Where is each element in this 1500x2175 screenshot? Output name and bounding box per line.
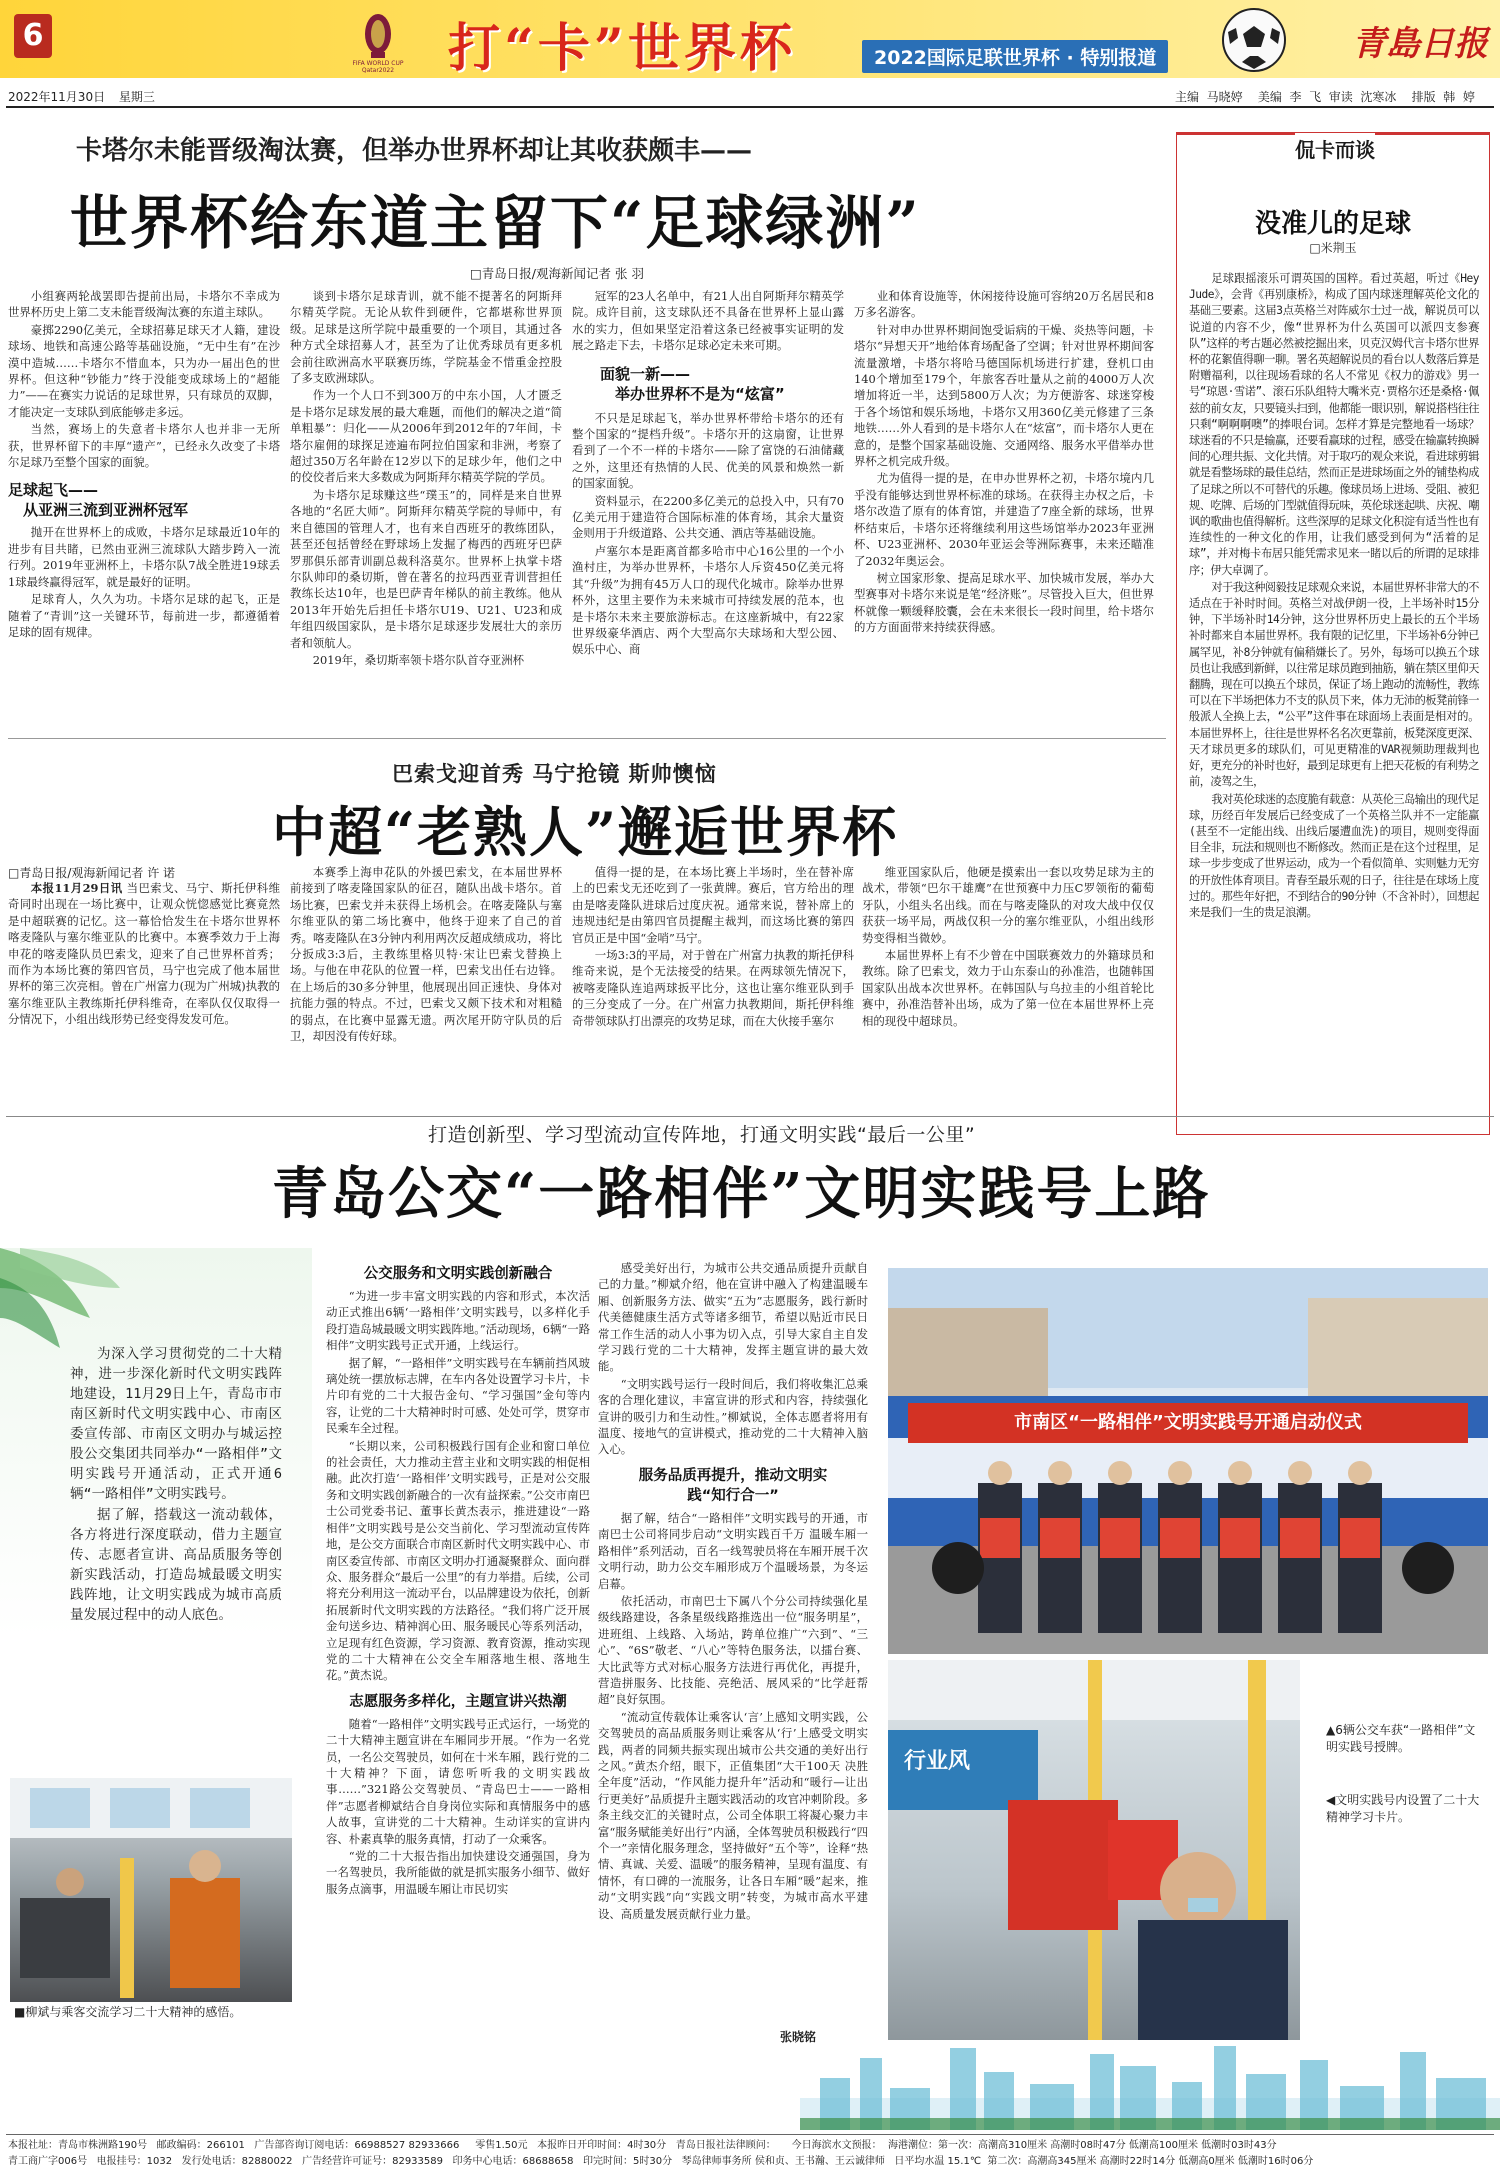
- article2-paragraph: 一场3:3的平局，对于曾在广州富力执教的斯托伊科维奇来说，是个无法接受的结果。在两球领先情况下，被喀麦隆队连追两球扳平比分，这也让塞尔维亚队到手的三分变成了一分。在广州富力执教期间，斯托伊科维奇带领球队打出漂亮的攻势足球，而在大伙接手塞尔: [572, 948, 854, 1028]
- photo-study-card: [888, 1660, 1300, 2040]
- article2-column-4: [862, 864, 1154, 1070]
- footer-item: 日平均水温 15.1℃: [894, 2156, 982, 2167]
- photo-bus-interior-left: [10, 1778, 292, 2002]
- article1-paragraph: 足球育人，久久为功。卡塔尔足球的起飞，正是随着了“青训”这一关键环节，每前进一步，都遵循着足球的固有规律。: [8, 592, 280, 639]
- article1-paragraph: 卢塞尔本是距离首都多哈市中心16公里的一个小渔村庄，为举办世界杯，卡塔尔人斥资450亿美元将其“升级”为拥有45万人口的现代化城市。除举办世界杯外，这里主要作为未来城市可持续发展的范本，也是卡塔尔未来主要旅游标志。在这座新城中，有22家世界级豪华酒店、两个大型高尔夫球场和大型公园、娱乐中心、商: [572, 543, 844, 657]
- article2-kicker: 巴索戈迎首秀 马宁抢镜 斯帅懊恼: [392, 762, 717, 786]
- footer-line-2: [8, 2154, 1496, 2170]
- section-subtitle: 2022国际足联世界杯 · 特别报道: [862, 40, 1168, 73]
- article2-paragraph: 维亚国家队后，他硬是摸索出一套以攻势足球为主的战术，带领“巴尔干雄鹰”在世预赛中力压C罗领衔的葡萄牙队，小组头名出线。而在与喀麦隆队的对攻大战中仅仅获获一场平局，两战仅积一分的塞尔维亚队，小组出线形势变得相当微妙。: [862, 865, 1154, 945]
- footer-item: 广告部咨询订阅电话：66988527 82933666: [254, 2140, 460, 2151]
- commentary-title: 没准儿的足球: [1254, 209, 1411, 239]
- article2-paragraph: 本届世界杯上有不少曾在中国联赛效力的外籍球员和教练。除了巴索戈，效力于山东泰山的孙准浩，也随韩国国家队出战本次世界杯。在韩国队与乌拉圭的小组首轮比赛中，孙准浩替补出场，成为了第一位在本届世界杯上亮相的现役中超球员。: [862, 948, 1154, 1028]
- commentary-author: □米荆玉: [1309, 241, 1357, 255]
- commentary-paragraph: 我对英伦球迷的态度脆有载意：从英伦三岛输出的现代足球，历经百年发展后已经变成了一个英格兰队并不一定能赢(甚至不一定能出线、出线后屡遭血洗)的项目，规则变得面目全非，玩法和规则也不断修改。然而正是在这个过程里，足球一步步变成了世界运动，成为一个看似简单、实则魅力无穷的开放性体育项目。青春至最乐观的日子，往往是在球场上度过的。那些年好把，不到结合的90分钟（不含补时），回想起来是我们一生的贵足浪潮。: [1189, 792, 1479, 919]
- article3-subhead: 服务品质再提升，推动文明实践“知行合一”: [638, 1467, 828, 1504]
- article1-byline: □青岛日报/观海新闻记者 张 羽: [470, 266, 644, 281]
- article1-subhead-line2: 从亚洲三流到亚洲杯冠军: [23, 501, 189, 520]
- commentary-box: [1176, 132, 1490, 1135]
- date-bar: [8, 88, 155, 105]
- photo-bus-ceremony: [888, 1268, 1488, 1654]
- article1-paragraph: 冠军的23人名单中，有21人出自阿斯拜尔精英学院。成许目前，这支球队还不具备在世界杯上显山露水的实力，但如果坚定沿着这条已经被事实证明的发展之路走下去，卡塔尔足球必定未来可期。: [572, 289, 844, 353]
- article1-subhead: [600, 364, 844, 404]
- footer-item: 发行处电话：82880022: [181, 2156, 293, 2167]
- article2-lead: 本报11月29日讯: [30, 881, 123, 895]
- article3-subhead: 志愿服务多样化，主题宣讲兴热潮: [349, 1693, 567, 1710]
- soccer-ball-icon: [1220, 6, 1288, 74]
- world-cup-logo-text: FIFA WORLD CUP Qatar2022: [352, 60, 404, 74]
- article1-column-1: [8, 288, 280, 728]
- world-cup-logo: [345, 6, 411, 72]
- commentary-paragraph: 对于我这种阅毅技足球观众来说，本届世界杯非常大的不适点在于补时时间。英格兰对战伊朗一役，上半场补时15分钟，下半场补时14分钟，这分世界杯历史上最长的五个半场补时都来自本届世界杯。我有限的记忆里，下半场补6分钟已属罕见，补8分钟就有偏稍嫌长了。另外，每场可以换五个球员也让我感到新鲜，以往常足球员跑到抽筋，躺在禁区里仰天翻腾，现在可以换五个球员，保证了场上跑动的流畅性，教练可以在下半场把体力不支的队员下来，体力无沛的板凳前锋一般派人全换上去，“公平”这件事在球面场上表面是相对的。本届世界杯上，往往是世界杯名名次更靠前，板凳深度更深、天才球员更多的球队们，可见更精准的VAR视频助理裁判也好，更充分的补时也好，最到足球更有上把天花板的有利势之前，凌驾之生，: [1189, 580, 1479, 789]
- article3-paragraph: 据了解，结合“一路相伴”文明实践号的开通，市南巴士公司将同步启动“文明实践百千万 温暖车厢一路相伴”系列活动，百名一线驾驶员将在车厢开展千次文明行动，助力公交车厢形成万个温暖场景，为冬运启幕。: [598, 1510, 868, 1591]
- article2-column-2: [290, 864, 562, 1070]
- article1-paragraph: 树立国家形象、提高足球水平、加快城市发展，举办大型赛事对卡塔尔来说是笔“经济账”。尽管投入巨大，但世界杯就像一颗缓释胶囊，会在未来很长一段时间里，给卡塔尔的方方面面带来持续获得感。: [854, 570, 1154, 635]
- article3-column-B: [598, 1260, 868, 2020]
- article1-paragraph: 豪掷2290亿美元，全球招募足球天才人籍，建设球场、地铁和高速公路等基础设施，“无中生有”在沙漠中造城……卡塔尔不惜血本，只为办一届出色的世界杯。但这种“钞能力”终于没能变成球场上的“超能力”——在赛实力说话的足球世界，只有球员的双脚，才能决定一支球队到底能够走多远。: [8, 322, 280, 419]
- footer-item: 本报社址：青岛市株洲路190号: [8, 2140, 148, 2151]
- article3-kicker: 打造创新型、学习型流动宣传阵地，打通文明实践“最后一公里”: [428, 1124, 976, 1146]
- article1-subhead: [8, 480, 280, 520]
- footer-item: 本报昨日开印时间：4时30分: [537, 2140, 667, 2151]
- article1-paragraph: 为卡塔尔足球赚这些“璞玉”的，同样是来自世界各地的“名匠大师”。阿斯拜尔精英学院的导师中，有来自德国的管理人才，也有来自西班牙的教练团队，甚至还包括曾经在野球场上发掘了梅西的西班牙巴萨罗那俱乐部青训副总裁科洛莫尔。世界杯上执掌卡塔尔队帅印的桑切斯，曾在著名的拉玛西亚青训营担任教练长达10年，也是巴萨青年梯队的前主教练。他从2013年开始先后担任卡塔尔U19、U21、U23和成年组四级国家队，是卡塔尔足球逐步发展壮大的亲历者和领航人。: [290, 487, 562, 650]
- leaf-decoration: [0, 1248, 130, 1348]
- newspaper-logo: 青島日报: [1352, 24, 1488, 64]
- article1-paragraph: 作为一个人口不到300万的中东小国，人才匮乏是卡塔尔足球发展的最大难题，而他们的解决之道“简单粗暴”：归化——从2006年到2012年的7年间，卡塔尔雇佣的球探足迹遍布阿拉伯国家和非洲，考察了超过350万名年龄在12岁以下的足球少年，他们之中的佼佼者后来大多数成为阿斯拜尔精英学院的学员。: [290, 388, 562, 485]
- city-skyline-decoration: [800, 2038, 1500, 2130]
- commentary-column-name-text: 侃卡而谈: [1295, 138, 1375, 162]
- issue-date: 2022年11月30日: [8, 90, 106, 104]
- footer-rule: [6, 2134, 1494, 2135]
- article3-paragraph: “为进一步丰富文明实践的内容和形式，本次活动正式推出6辆‘一路相伴’文明实践号，以多样化手段打造岛城最暖文明实践阵地。”活动现场，6辆“一路相伴”文明实践号正式开通，上线运行。: [326, 1289, 590, 1353]
- article1-paragraph: 抛开在世界杯上的成败，卡塔尔足球最近10年的进步有目共睹，已然由亚洲三流球队大踏步跨入一流行列。2019年亚洲杯上，卡塔尔队7战全胜进19球丢1球最终赢得冠军，就是最好的证明。: [8, 525, 280, 589]
- issue-weekday: 星期三: [118, 90, 155, 104]
- footer-item: 海港潮位：第一次：高潮高310厘米 高潮时08时47分 低潮高100厘米 低潮时03时43分: [887, 2140, 1277, 2151]
- card-text: 行业风: [904, 1749, 971, 1774]
- article3-intro-paragraph: 为深入学习贯彻党的二十大精神，进一步深化新时代文明实践阵地建设，11月29日上午，青岛市市南区新时代文明实践中心、市南区委宣传部、市南区文明办与城运控股公交集团共同举办“一路相伴”文明实践号开通活动，正式开通6辆“一路相伴”文明实践号。: [70, 1346, 282, 1502]
- article3-paragraph: 随着“一路相伴”文明实践号正式运行，一场党的二十大精神主题宣讲在车厢同步开展。“作为一名党员，一名公交驾驶员，如何在十米车厢，践行党的二十大精神？下面，请您听听我的文明实践故事……”321路公交驾驶员、“青岛巴士——一路相伴”志愿者柳斌结合自身岗位实际和真情服务中的感人故事，宣讲党的二十大精神。生动详实的宣讲内容、朴素真挚的服务真情，打动了一众乘客。: [326, 1716, 590, 1846]
- footer-item: 今日海滨水文预报：: [791, 2140, 882, 2151]
- article3-paragraph: “长期以来，公司积极践行国有企业和窗口单位的社会责任，大力推动主营主业和文明实践的相促相融。此次打造‘一路相伴’文明实践号，正是对公交服务和文明实践创新融合的一次有益探索。”公交市南巴士公司党委书记、董事长黄杰表示，推进建设“一路相伴”文明实践号是公交当前化、学习型流动宣传阵地，是公交方面联合市南区新时代文明实践中心、市南区委宣传部、市南区文明办打通凝聚群众、面向群众、服务群众“最后一公里”的有力举措。后续，公司将充分利用这一流动平台，以品牌建设为依托，创新拓展新时代文明实践的方法路径。“我们将广泛开展金句送乡边、精神润心田、服务暖民心等系列活动，立足现有红色资源，学习资源、教育资源，推动实现党的二十大精神在公交全车厢落地生根、落地生花。”黄杰说。: [326, 1438, 590, 1683]
- article1-subhead-line2: 举办世界杯不是为“炫富”: [615, 384, 785, 403]
- article2-byline: □青岛日报/观海新闻记者 许 诺: [8, 866, 176, 880]
- article1-paragraph: 谈到卡塔尔足球青训，就不能不提著名的阿斯拜尔精英学院。无论从软件到硬件，它都堪称世界顶级。足球是这所学院中最重要的一个项目，其通过各种方式全球招募人才，甚至为了让优秀球员有更多机会前往欧洲高水平联赛历练，学院基金不惜重金控股了多支欧洲球队。: [290, 289, 562, 386]
- article2-paragraph: 本赛季上海申花队的外援巴索戈，在本届世界杯前接到了喀麦隆国家队的征召，随队出战卡塔尔。首场比赛，巴索戈并未获得上场机会。在喀麦隆队与塞尔维亚队的第二场比赛中，他终于迎来了自己的首秀。喀麦隆队在3分钟内利用两次反超成绩成功，将比分扳成3:3后，主教练里格贝特·宋让巴索戈替换上场。与他在申花队的位置一样，巴索戈出任右边锋。在上场后的30多分钟里，他展现出回正速快、身体对抗能力强的特点。不过，巴索戈又颇下技术和对粗糙的弱点，在比赛中显露无遗。两次尾开防守队员的后卫，却因没有传好球。: [290, 865, 562, 1044]
- commentary-paragraph: 足球跟摇滚乐可谓英国的国粹。看过英超，听过《Hey Jude》，会背《再别康桥》，构成了国内球迷理解英伦文化的基础三要素。这届3点英格兰对阵威尔士过一战，解说员可以说道的内容不少，像“世界杯为什么英国可以派四支参赛队”这样的考古题必然被挖掘出来，贝克汉姆代言卡塔尔世界杯的花絮值得聊一聊。署名英超解说员的看台以人数落后算是附赠福利，以往现场看球的名人不常见《权力的游戏》男一号“琼恩·雪诺”、滚石乐队组特大嘴米克·贾格尔还是桑格·佩兹的前女友，只要镜头扫到，他都能一眼识别，解说搭档往往只剩“啊啊啊噢”的捧哏台词。怎样才算是完整地看一场球？球迷看的不只是输赢，还要看赢球的过程，感受在输赢转换瞬间的心理共振、文化共情。对于取巧的观众来说，看进球剪辑就是看整场球的最佳总结，然而正是进球场面之外的铺垫构成了足球之所以不可替代的乐趣。像球员场上进场、受阻、被犯规、吃牌、后场的门型就值得玩味，英伦球迷起哄、庆祝、嘲讽的歌曲也值得解析。这些深厚的足球文化积淀有适当性也有连续性的一种文化的作用，让我们感受到何为“活着的足球”，并对梅卡布居只能凭需求见来一睹以后的所谓的足球排序；伊大卓调了。: [1189, 272, 1479, 577]
- footer-item: 零售1.50元: [475, 2140, 528, 2151]
- article1-paragraph: 小组赛两轮战罢即告提前出局，卡塔尔不幸成为世界杯历史上第二支未能晋级淘汰赛的东道主球队。: [8, 289, 280, 320]
- footer-item: 印务中心电话：68688658: [452, 2156, 574, 2167]
- section-title: 打“卡”世界杯: [448, 18, 796, 79]
- footer-item: 邮政编码：266101: [156, 2140, 245, 2151]
- footer-item: 电报挂号：1032: [96, 2156, 173, 2167]
- article2-top-rule: [8, 738, 1166, 739]
- article3-paragraph: “流动宣传载体让乘客认‘言’上感知文明实践，公交驾驶员的高品质服务则让乘客从‘行’上感受文明实践，两者的同频共振实现出城市公共交通的美好出行之风。”黄杰介绍，眼下，正值集团“大干100天 决胜全年度”活动，“作风能力提升年”活动和“暖行—让出行更美好”品质提升主题实践活动的攻官冲刺阶段。多条主线交汇的关键时点，公司全体职工将凝心聚力丰富“服务赋能美好出行”内涵，全体驾驶员积极践行“四个一”亲情化服务理念，坚持做好“五个等”，诠释“热情、真诚、关爱、温暖”的服务精神，呈现有温度、有情怀，有口碑的一流服务，让各日车厢“暖”起来，推动“文明实践”向“实践文明”转变，为城市高水平建设、高质量发展贡献行业力量。: [598, 1709, 868, 1921]
- footer-line-1: [8, 2138, 1496, 2154]
- article2-lead-text: 当巴索戈、马宁、斯托伊科维奇同时出现在一场比赛中，让观众恍惚感觉比赛竟然是中超联赛的记忆。这一幕恰恰发生在卡塔尔世界杯喀麦隆队与塞尔维亚队的比赛中。本赛季效力于上海申花的喀麦隆队员巴索戈，迎来了自己世界杯首秀；而作为本场比赛的第四官员，马宁也完成了他本届世界杯的第三次亮相。曾在广州富力(现为广州城)执教的塞尔维亚队主教练斯托伊科维奇，在率队仅仅取得一分情况下，小组出线形势已经变得发发可危。: [8, 881, 280, 1027]
- article1-paragraph: 尤为值得一提的是，在申办世界杯之初，卡塔尔境内几乎没有能够达到世界杯标准的球场。在获得主办权之后，卡塔尔改造了原有的体育馆，并建造了7座全新的球场，世界杯结束后，卡塔尔还将继续利用这些场馆举办2023年亚洲杯、U23亚洲杯、2030年亚运会等洲际赛事，未来还瞄准了2032年奥运会。: [854, 471, 1154, 568]
- footer-item: 印完时间：5时30分: [583, 2156, 673, 2167]
- footer-item: 第二次：高潮高345厘米 高潮时22时14分 低潮高0厘米 低潮时16时06分: [987, 2156, 1314, 2167]
- article1-paragraph: 不只是足球起飞，举办世界杯带给卡塔尔的还有整个国家的“提档升级”。卡塔尔开的这扇窗，让世界看到了一个不一样的卡塔尔——除了富饶的石油储藏之外，这里还有热情的人民、优美的风景和焕然一新的国家面貌。: [572, 410, 844, 491]
- photo-caption-right-1: ▲6辆公交车获“一路相伴”文明实践号授牌。: [1326, 1723, 1476, 1754]
- article3-paragraph: 感受美好出行，为城市公共交通品质提升贡献自己的力量。”柳斌介绍，他在宣讲中融入了构建温暖车厢、创新服务方法、做实“五为”志愿服务，践行新时代美德健康生活方式等诸多细节，希望以贴近市民日常工作生活的动人小事为切入点，引导大家自主自发学习践行党的二十大精神，发挥主题宣讲的最大效能。: [598, 1261, 868, 1374]
- article2-column-1: [8, 880, 280, 1070]
- article3-paragraph: “文明实践号运行一段时间后，我们将收集汇总乘客的合理化建议，丰富宣讲的形式和内容，持续强化宣讲的吸引力和生动性。”柳斌说，全体志愿者将用有温度、接地气的宣讲模式，推动党的二十大精神入脑入心。: [598, 1376, 868, 1457]
- article1-kicker: 卡塔尔未能晋级淘汰赛，但举办世界杯却让其收获颇丰——: [76, 136, 753, 166]
- footer-item: 青工商广字006号: [8, 2156, 88, 2167]
- photo-caption-right-2: ◀文明实践号内设置了二十大精神学习卡片。: [1326, 1793, 1480, 1824]
- article1-paragraph: 2019年，桑切斯率领卡塔尔队首夺亚洲杯: [312, 652, 525, 667]
- article3-intro: [70, 1344, 282, 1784]
- article2-headline: 中超“老熟人”邂逅世界杯: [272, 800, 899, 864]
- article3-headline: 青岛公交“一路相伴”文明实践号上路: [272, 1161, 1211, 1227]
- article2-paragraph: 值得一提的是，在本场比赛上半场时，坐在替补席上的巴索戈无还吃到了一张黄牌。赛后，官方给出的理由是喀麦隆队进球后过度庆祝。通常来说，替补席上的违规违纪是由第四官员提醒主裁判，而这场比赛的第四官员正是中国“金哨”马宁。: [572, 865, 854, 945]
- footer-item: 青岛日报社法律顾问：: [675, 2140, 776, 2151]
- article3-paragraph: 依托活动，市南巴士下属八个分公司持续强化星级线路建设，各条星级线路推选出一位“服务明星”，进班组、上线路、入场站，跨单位推广“六到”、“三心”、“6S”敬老、“八心”等特色服务法，以擂台赛、大比武等方式对标心服务方法进行再优化，再提升，营造拼服务、比技能、亮绝活、展风采的“比学赶帮超”良好氛围。: [598, 1593, 868, 1707]
- article1-headline: 世界杯给东道主留下“足球绿洲”: [70, 189, 921, 257]
- bus-banner-text: 市南区“一路相伴”文明实践号开通启动仪式: [1014, 1412, 1362, 1433]
- article1-column-4: [854, 288, 1154, 728]
- page-number: 6: [14, 14, 52, 58]
- commentary-column-name: [1295, 133, 1375, 167]
- footer-item: 琴岛律师事务所 侯和贞、王书瀚、王云诚律师: [681, 2156, 885, 2167]
- article3-intro-paragraph: 据了解，搭载这一流动载体，各方将进行深度联动，借力主题宣传、志愿者宣讲、高品质服务等创新实践活动，打造岛城最暖文明实践阵地，让文明实践成为城市高质量发展过程中的动人底色。: [70, 1507, 282, 1623]
- article3-paragraph: “党的二十大报告指出加快建设交通强国，身为一名驾驶员，我所能做的就是抓实服务小细节、做好服务点滴事，用温暖车厢让市民切实: [326, 1849, 590, 1896]
- photo-credit: 张晓铭: [780, 2030, 817, 2044]
- article1-paragraph: 当然，赛场上的失意者卡塔尔人也并非一无所获，世界杯留下的丰厚“遗产”，已经永久改变了卡塔尔足球乃至整个国家的面貌。: [8, 422, 280, 470]
- article1-subhead-line1: 足球起飞——: [8, 481, 99, 500]
- intro-panel: [0, 1248, 312, 1804]
- article3-paragraph: 据了解，“一路相伴”文明实践号在车辆前挡风玻璃处统一摆放标志牌，在车内各处设置学习卡片，卡片印有党的二十大报告金句、“学习强国”金句等内容，让党的二十大精神时时可感、处处可学，贯穿市民乘车全过程。: [326, 1355, 590, 1436]
- article3-column-A: [326, 1260, 590, 2040]
- article2-column-3: [572, 864, 854, 1070]
- article1-paragraph: 针对申办世界杯期间饱受诟病的干燥、炎热等问题，卡塔尔“异想天开”地给体育场配备了空调；针对世界杯期间客流量激增，卡塔尔将哈马德国际机场进行扩建，登机口由140个增加至179个，年旅客吞吐量从之前的4000万人次增加将近一半，达到5800万人次；为方便游客、球迷穿梭于各个场馆和娱乐场地，卡塔尔又用360亿美元修建了三条地铁……外人看到的是卡塔尔人在“炫富”，而卡塔尔人更在意的，是整个国家基础设施、交通网络、服务水平借举办世界杯之机完成升级。: [854, 322, 1154, 469]
- article2-paragraph: [8, 880, 280, 1028]
- masthead: [0, 0, 1500, 78]
- article3-top-rule: [6, 1116, 1494, 1117]
- photo-caption-left: ■柳斌与乘客交流学习二十大精神的感悟。: [14, 2005, 242, 2019]
- article1-paragraph: 资料显示，在2200多亿美元的总投入中，只有70亿美元用于建造符合国际标准的体育场，其余大量资金则用于升级道路、公共交通、酒店等基础设施。: [572, 493, 844, 541]
- footer: [8, 2138, 1496, 2170]
- article1-column-3: [572, 288, 844, 728]
- article1-paragraph: 业和体育设施等，休闲接待设施可容纳20万名居民和8万多名游客。: [854, 289, 1154, 320]
- staff-credits: 主编 马晓婷 美编 李 飞 审读 沈寒冰 排版 韩 婷: [1175, 90, 1475, 104]
- top-rule: [6, 106, 1494, 108]
- article1-subhead-line1: 面貌一新——: [600, 364, 691, 383]
- article1-column-2: [290, 288, 562, 728]
- article3-subhead: 公交服务和文明实践创新融合: [363, 1266, 553, 1282]
- footer-item: 广告经营许可证号：82933589: [302, 2156, 443, 2167]
- commentary-body: [1189, 271, 1479, 1131]
